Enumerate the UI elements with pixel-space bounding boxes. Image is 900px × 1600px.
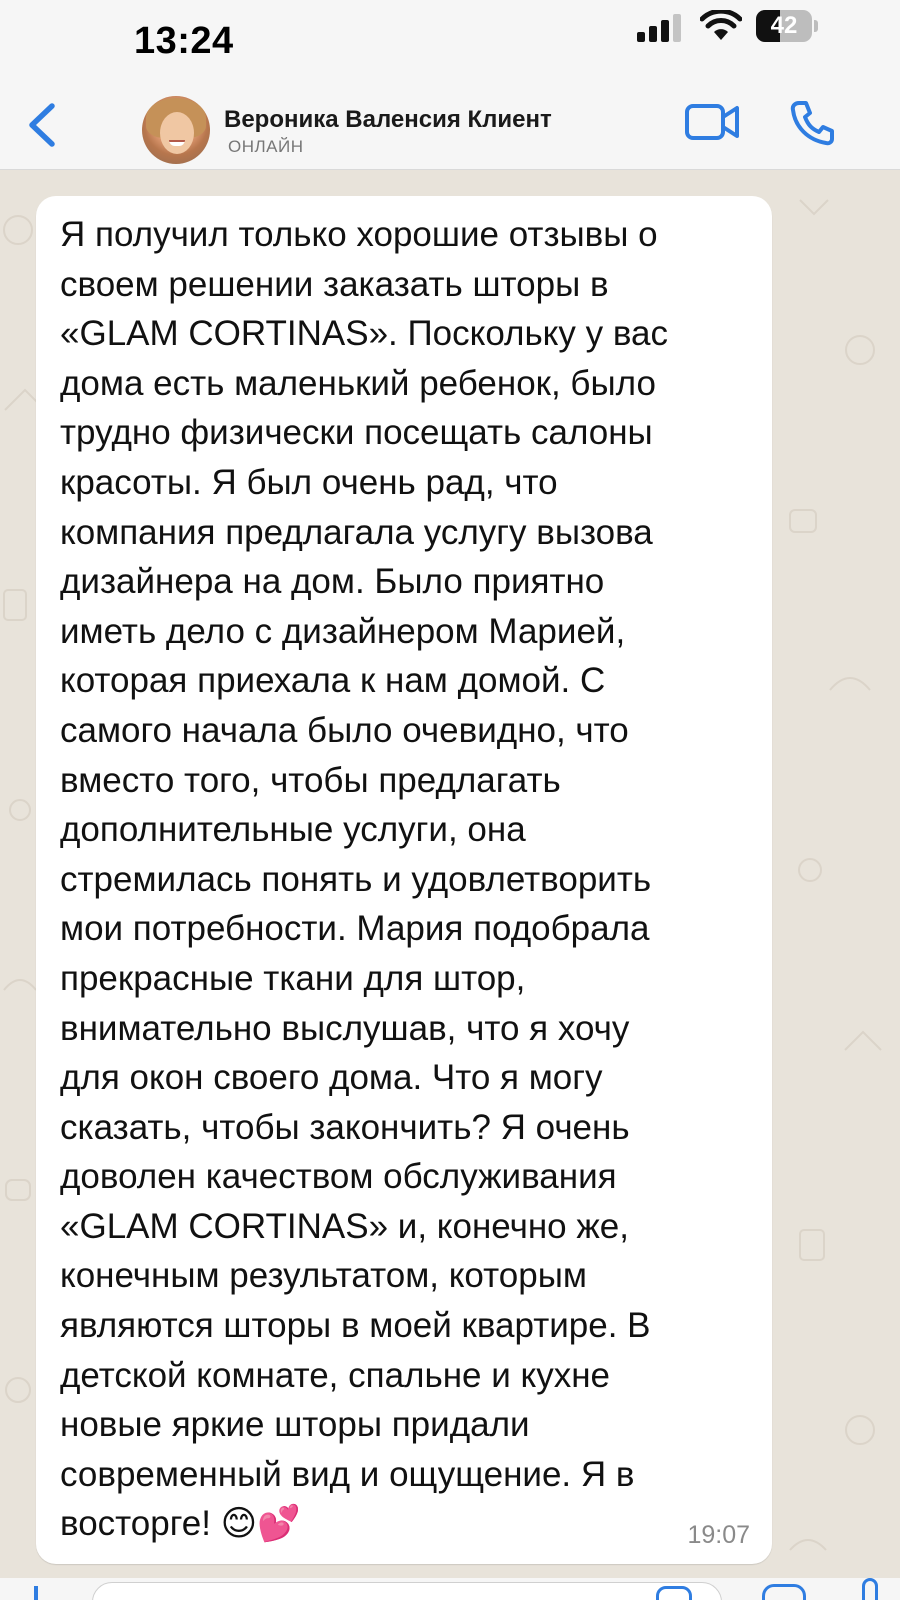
sticker-icon[interactable] <box>656 1586 692 1600</box>
top-bar <box>0 0 900 170</box>
battery-percentage: 42 <box>770 12 798 39</box>
video-camera-icon[interactable] <box>684 102 740 142</box>
cellular-signal-icon <box>637 14 683 42</box>
microphone-icon[interactable] <box>862 1578 878 1600</box>
camera-icon[interactable] <box>762 1584 806 1600</box>
wifi-icon <box>700 10 742 42</box>
status-time: 13:24 <box>134 20 234 62</box>
phone-icon[interactable] <box>790 100 834 146</box>
chevron-left-icon[interactable] <box>22 100 62 150</box>
plus-icon[interactable] <box>34 1586 38 1600</box>
message-text: Я получил только хорошие отзывы о своем решении заказать шторы в «GLAM CORTINAS». Поскольку у вас дома есть маленький ребенок, было трудно физически посещать салоны красоты. Я был очень рад, что компания предлагала услугу вызова дизайнера на дом. Было приятно иметь дело с дизайнером Марией, которая приехала к нам домой. С самого начала было очевидно, что вместо того, чтобы предлагать дополнительные услуги, она стремилась понять и удовлетворить мои потребности. Мария подобрала прекрасные ткани для штор, внимательно выслушав, что я хочу для окон своего дома. Что я могу сказать, чтобы закончить? Я очень доволен качеством обслуживания «GLAM CORTINAS» и, конечно же, конечным результатом, которым являются шторы в моей квартире. В детской комнате, спальне и кухне новые яркие шторы придали современный вид и ощущение. Я в восторге! 😊💕 <box>60 215 669 1544</box>
contact-name[interactable]: Вероника Валенсия Клиент <box>224 106 552 133</box>
battery-icon <box>756 10 818 42</box>
avatar[interactable] <box>142 96 210 164</box>
message-bubble[interactable] <box>36 196 772 1564</box>
contact-status: ОНЛАЙН <box>228 137 304 156</box>
message-input[interactable] <box>92 1582 722 1600</box>
message-timestamp: 19:07 <box>687 1521 750 1549</box>
